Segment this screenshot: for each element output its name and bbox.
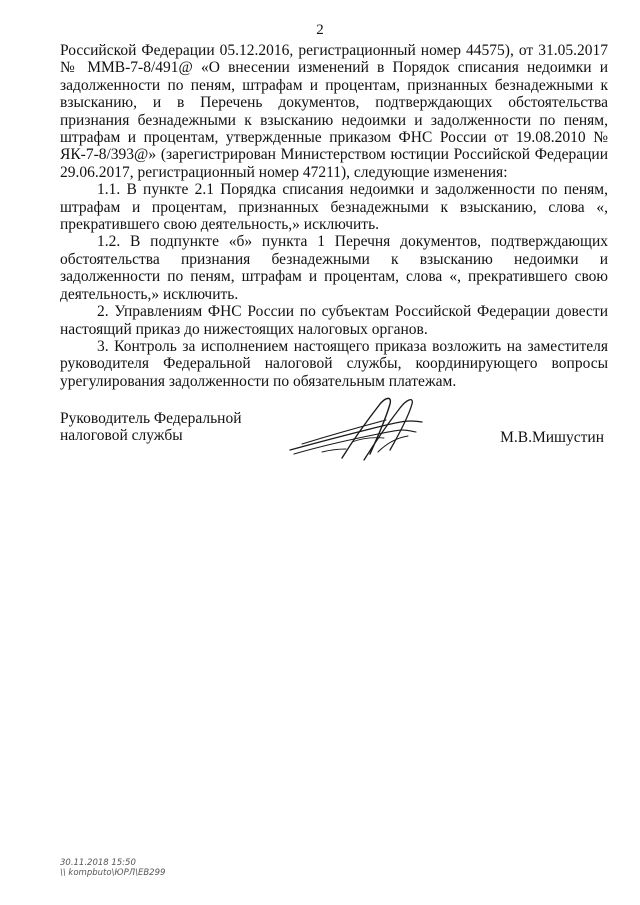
paragraph-item-2: 2. Управлениям ФНС России по субъектам Российской Федерации довести настоящий приказ до нижестоящих налоговых органов.: [60, 303, 608, 338]
paragraph-item-1-1: 1.1. В пункте 2.1 Порядка списания недоимки и задолженности по пеням, штрафам и процентам, признанных безнадежными к взысканию, слова «, прекратившего свою деятельность,» исключить.: [60, 181, 608, 234]
footer-timestamp: 30.11.2018 15:50: [60, 858, 136, 868]
signer-title-line-1: Руководитель Федеральной: [60, 410, 242, 427]
paragraph-continuation: Российской Федерации 05.12.2016, регистрационный номер 44575), от 31.05.2017 № ММВ-7-8/491@ «О внесении изменений в Порядок списания недоимки и задолженности по пеням, штрафам и процентам, признанных безнадежными к взысканию, и в Перечень документов, подтверждающих обстоятельства признания безнадежными к взысканию недоимки и задолженности по пеням, штрафам и процентам, утвержденные приказом ФНС России от 19.08.2010 № ЯК-7-8/393@» (зарегистрирован Министерством юстиции Российской Федерации 29.06.2017, регистрационный номер 47211), следующие изменения:: [60, 42, 608, 181]
signer-title-line-2: налоговой службы: [60, 427, 183, 445]
paragraph-item-1-2: 1.2. В подпункте «б» пункта 1 Перечня документов, подтверждающих обстоятельства признания безнадежными к взысканию недоимки и задолженности по пеням, штрафам и процентам, слова «, прекратившего свою деятельность,» исключить.: [60, 233, 608, 303]
handwritten-signature-icon: [282, 392, 432, 472]
signature-block: [60, 410, 608, 470]
page-number: 2: [316, 22, 324, 38]
document-body: [60, 42, 608, 390]
signer-title: [60, 410, 242, 445]
document-footer: [60, 858, 165, 878]
paragraph-item-3: 3. Контроль за исполнением настоящего приказа возложить на заместителя руководителя Федеральной налоговой службы, координирующего вопросы урегулирования задолженности по обязательным платежам.: [60, 337, 608, 390]
footer-file-path: \\ kompbuto\ЮРЛ\ЕВ299: [60, 868, 166, 878]
signer-name: М.В.Мишустин: [500, 429, 604, 446]
